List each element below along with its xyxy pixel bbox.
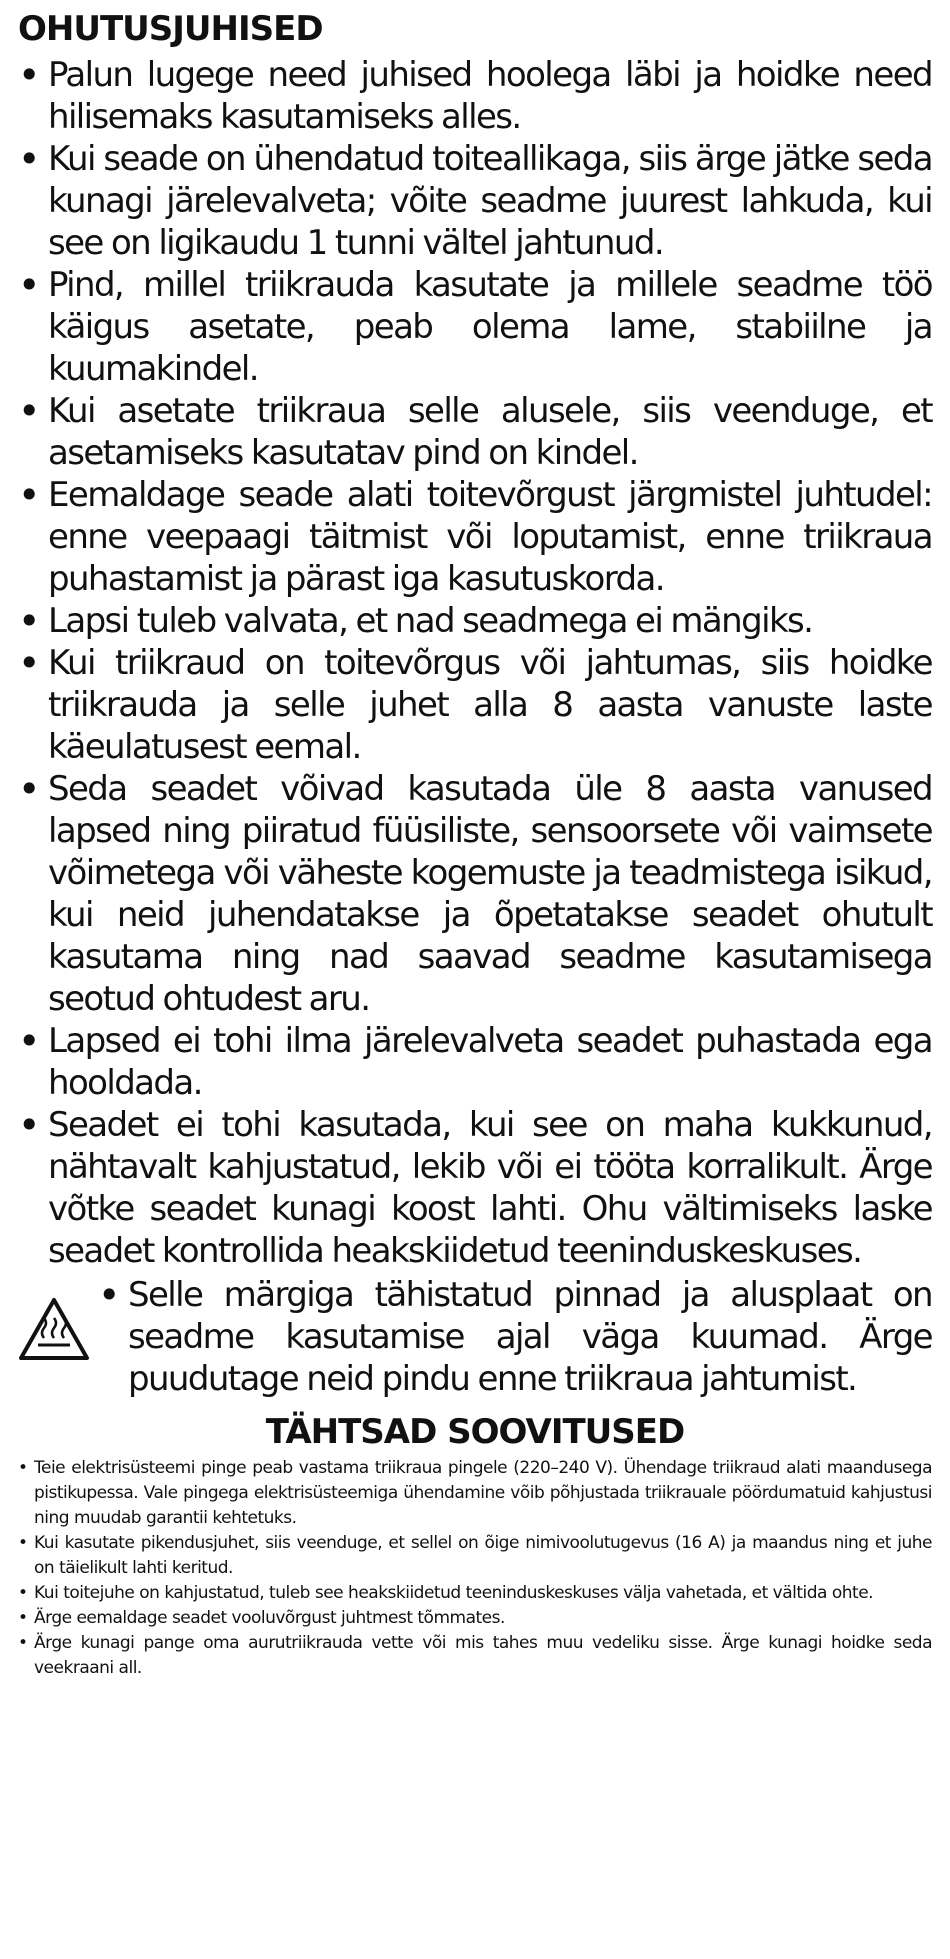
list-item: • Lapsed ei tohi ilma järelevalveta seadet puhastada ega hooldada. <box>18 1020 932 1104</box>
list-item: • Seda seadet võivad kasutada üle 8 aasta vanused lapsed ning piiratud füüsiliste, sensoorsete või vaimsete võimetega või väheste kogemuste ja teadmistega isikud, kui neid juhendatakse ja õpetatakse seadet ohutult kasutama ning nad saavad seadme kasutamisega seotud ohtudest aru. <box>18 768 932 1020</box>
list-item: • Eemaldage seade alati toitevõrgust järgmistel juhtudel: enne veepaagi täitmist või loputamist, enne triikraua puhastamist ja pärast iga kasutuskorda. <box>18 474 932 600</box>
list-item: • Kui triikraud on toitevõrgus või jahtumas, siis hoidke triikrauda ja selle juhet alla 8 aasta vanuste laste käeulatusest eemal. <box>18 642 932 768</box>
list-item: • Kui seade on ühendatud toiteallikaga, siis ärge jätke seda kunagi järelevalveta; võite seadme juurest lahkuda, kui see on ligikaudu 1 tunni vältel jahtunud. <box>18 138 932 264</box>
list-item: • Seadet ei tohi kasutada, kui see on maha kukkunud, nähtavalt kahjustatud, lekib või ei tööta korralikult. Ärge võtke seadet kunagi koost lahti. Ohu vältimiseks laske seadet kontrollida heakskiidetud teeninduskeskuses. <box>18 1104 932 1272</box>
recommendations-list <box>18 1456 932 1681</box>
safety-instructions-list <box>18 54 932 1272</box>
list-item: • Kui toitejuhe on kahjustatud, tuleb see heakskiidetud teeninduskeskuses välja vahetada, et vältida ohte. <box>18 1581 932 1606</box>
list-item: • Palun lugege need juhised hoolega läbi ja hoidke need hilisemaks kasutamiseks alles. <box>18 54 932 138</box>
list-item: • Teie elektrisüsteemi pinge peab vastama triikraua pingele (220–240 V). Ühendage triikraud alati maandusega pistikupessa. Vale pingega elektrisüsteemiga ühendamine võib põhjustada triikrauale pöördumatuid kahjustusi ning muudab garantii kehtetuks. <box>18 1456 932 1531</box>
list-item: • Kui asetate triikraua selle alusele, siis veenduge, et asetamiseks kasutatav pind on kindel. <box>18 390 932 474</box>
hot-surface-warning-icon <box>18 1296 90 1362</box>
list-item: • Ärge kunagi pange oma aurutriikrauda vette või mis tahes muu vedeliku sisse. Ärge kunagi hoidke seda veekraani all. <box>18 1631 932 1681</box>
important-recommendations-heading: TÄHTSAD SOOVITUSED <box>265 1412 685 1452</box>
warning-text: • Selle märgiga tähistatud pinnad ja alusplaat on seadme kasutamise ajal väga kuumad. Ärge puudutage neid pindu enne triikraua jahtumist. <box>98 1274 932 1400</box>
safety-instructions-heading: OHUTUSJUHISED <box>18 9 323 49</box>
hot-surface-warning <box>18 1274 932 1400</box>
manual-page <box>18 4 932 1681</box>
list-item: • Ärge eemaldage seadet vooluvõrgust juhtmest tõmmates. <box>18 1606 932 1631</box>
list-item: • Pind, millel triikrauda kasutate ja millele seadme töö käigus asetate, peab olema lame, stabiilne ja kuumakindel. <box>18 264 932 390</box>
list-item: • Lapsi tuleb valvata, et nad seadmega ei mängiks. <box>18 600 932 642</box>
list-item: • Kui kasutate pikendusjuhet, siis veenduge, et sellel on õige nimivoolutugevus (16 A) ja maandus ning et juhe on täielikult lahti keritud. <box>18 1531 932 1581</box>
